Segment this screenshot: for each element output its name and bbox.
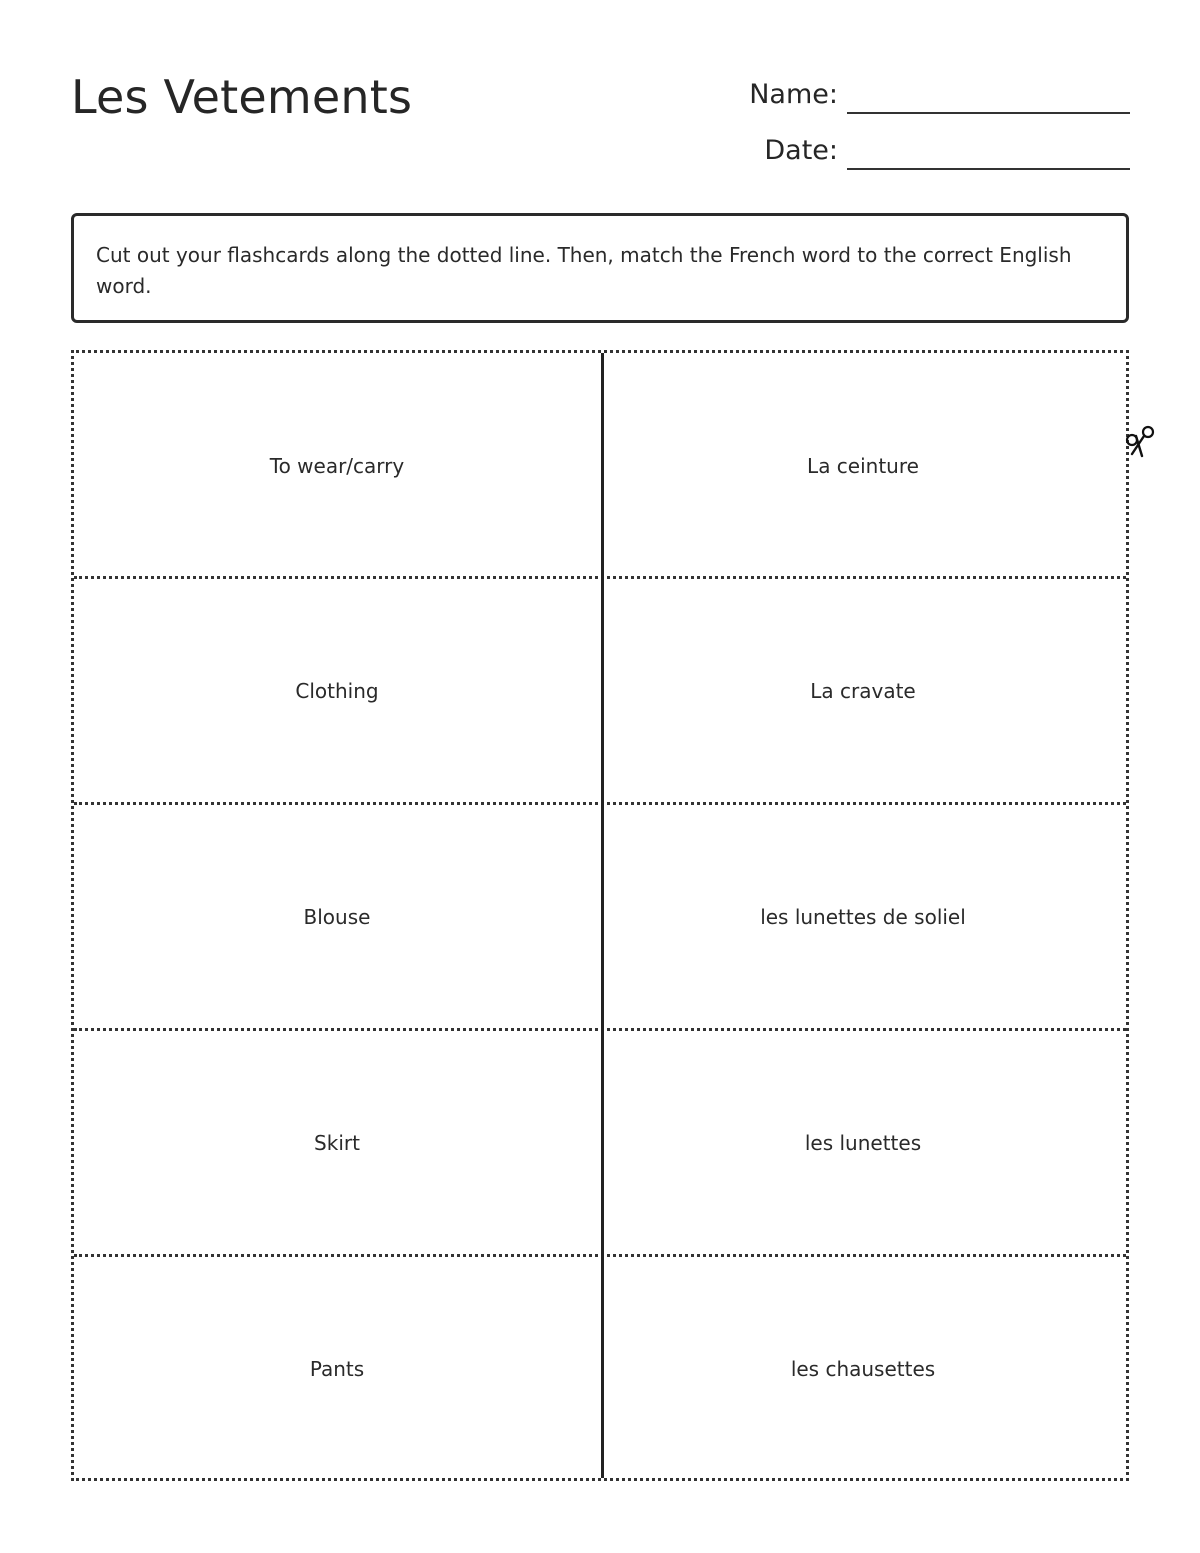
flashcard-french: [600, 579, 1126, 802]
flashcard-english-text: Skirt: [314, 1130, 360, 1155]
flashcard-row: [74, 353, 1126, 579]
flashcard-row: [74, 802, 1126, 1028]
date-field: [700, 126, 1130, 170]
instructions-box: [71, 213, 1129, 323]
flashcard-english: [74, 1257, 600, 1480]
name-field: [700, 70, 1130, 114]
name-label: Name:: [749, 79, 838, 110]
flashcard-french-text: La ceinture: [807, 454, 919, 478]
flashcard-french: [600, 1257, 1126, 1480]
flashcard-french-text: La cravate: [810, 678, 916, 703]
flashcard-english: [74, 579, 600, 802]
flashcard-french: [600, 1031, 1126, 1254]
flashcard-english: [74, 805, 600, 1028]
scissors-icon: [1122, 420, 1158, 460]
flashcard-french-text: les lunettes: [804, 1130, 922, 1155]
date-label: Date:: [764, 135, 838, 166]
flashcard-french-text: les chausettes: [790, 1356, 936, 1381]
flashcard-english-text: Pants: [309, 1356, 365, 1381]
flashcard-grid: [71, 350, 1129, 1481]
flashcard-english-text: Clothing: [295, 678, 379, 703]
flashcard-row: [74, 1254, 1126, 1480]
instructions-text: Cut out your flashcards along the dotted line. Then, match the French word to the correct English word.: [96, 243, 1072, 298]
flashcard-french: [600, 353, 1126, 579]
flashcard-english: [74, 353, 600, 579]
flashcard-english-text: Blouse: [303, 904, 371, 929]
flashcard-row: [74, 1028, 1126, 1254]
flashcard-row: [74, 576, 1126, 802]
flashcard-english-text: To wear/carry: [269, 454, 405, 478]
page-title: Les Vetements: [71, 70, 413, 124]
fold-line: [601, 353, 604, 1478]
name-line: [847, 112, 1130, 114]
flashcard-french: [600, 805, 1126, 1028]
flashcard-french-text: les lunettes de soliel: [760, 904, 966, 929]
date-line: [847, 168, 1130, 170]
flashcard-english: [74, 1031, 600, 1254]
